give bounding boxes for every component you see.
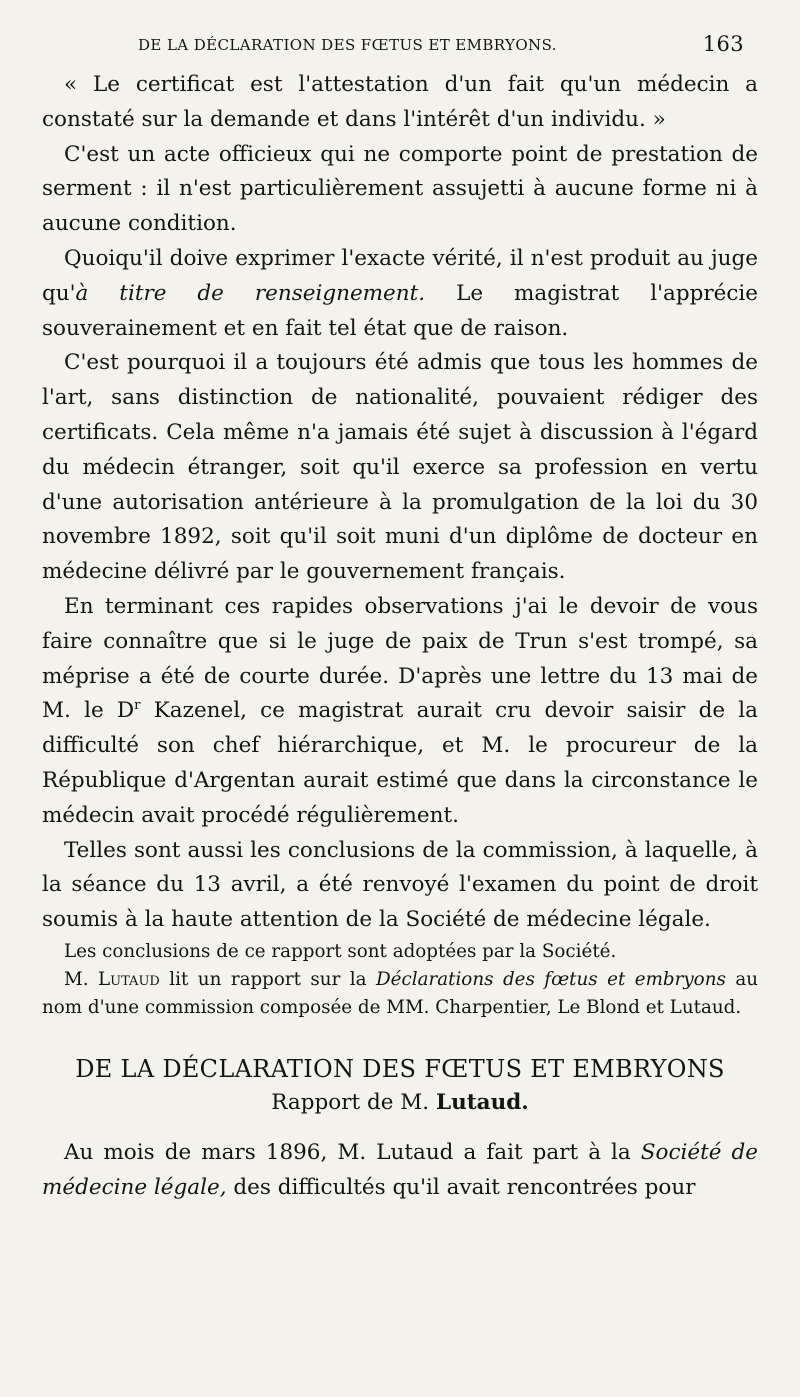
paragraph-en-terminant — [42, 590, 758, 834]
running-head-title: DE LA DÉCLARATION DES FŒTUS ET EMBRYONS. — [138, 36, 557, 54]
author-name: M. Lutaud — [64, 968, 160, 990]
text-run: lit un rapport sur la — [159, 968, 377, 990]
author-name: Lutaud. — [435, 1089, 529, 1115]
paragraph-adoption: Les conclusions de ce rapport sont adoptées par la Société. — [64, 940, 617, 962]
running-head — [42, 30, 758, 68]
paragraph-quote: « Le certificat est l'attestation d'un fait qu'un médecin a constaté sur la demande et dans l'intérêt d'un individu. » — [42, 72, 758, 132]
page-number: 163 — [702, 32, 744, 56]
section-subtitle — [42, 1086, 758, 1120]
italic-run: Déclarations des fœtus et embryons — [376, 968, 726, 990]
text-run: Au mois de mars 1896, M. Lutaud a fait part à la — [64, 1139, 641, 1165]
section-title: DE LA DÉCLARATION DES FŒTUS ET EMBRYONS — [75, 1054, 725, 1083]
text-run: Quoiqu'il doive exprimer l'exacte vérité, il n'est produit au juge qu' — [42, 245, 758, 306]
paragraph-acte-officieux: C'est un acte officieux qui ne comporte point de prestation de serment : il n'est particulièrement assujetti à aucune forme ni à aucune condition. — [42, 141, 758, 237]
italic-run: à titre de renseignement. — [75, 280, 426, 306]
italic-run: Société de médecine légale, — [42, 1139, 758, 1200]
superscript: r — [134, 698, 141, 714]
text-run: au nom d'une commission composée de MM. Charpentier, Le Blond et Lutaud. — [42, 968, 759, 1018]
paragraph-hommes-de-l-art: C'est pourquoi il a toujours été admis que tous les hommes de l'art, sans distinction de nationalité, pouvaient rédiger des certificats. Cela même n'a jamais été sujet à discussion à l'égard du médecin étranger, soit qu'il exerce sa profession en vertu d'une autorisation antérieure à la promulgation de la loi du 30 novembre 1892, soit qu'il soit muni d'un diplôme de docteur en médecine délivré par le gouvernement français. — [42, 350, 758, 585]
paragraph-rapport-lutaud — [42, 966, 758, 1022]
text-run: Rapport de M. — [271, 1089, 436, 1115]
text-run: En terminant ces rapides observations j'ai le devoir de vous faire connaître que si le juge de paix de Trun s'est trompé, sa méprise a été de courte durée. D'après une lettre du 13 mai de M. le D — [42, 593, 758, 724]
text-run: des difficultés qu'il avait rencontrées pour — [226, 1174, 696, 1200]
text-run: Kazenel, ce magistrat aurait cru devoir saisir de la difficulté son chef hiérarchique, et M. le procureur de la République d'Argentan aurait estimé que dans la circonstance le médecin avait procédé régulièrement. — [42, 698, 759, 828]
paragraph-mars-1896 — [42, 1136, 758, 1206]
paragraph-conclusions-commission: Telles sont aussi les conclusions de la commission, à laquelle, à la séance du 13 avril, a été renvoyé l'examen du point de droit soumis à la haute attention de la Société de médecine légale. — [42, 837, 758, 933]
paragraph-renseignement — [42, 242, 758, 346]
text-run: Le magistrat l'apprécie souverainement et en fait tel état que de raison. — [42, 280, 758, 341]
